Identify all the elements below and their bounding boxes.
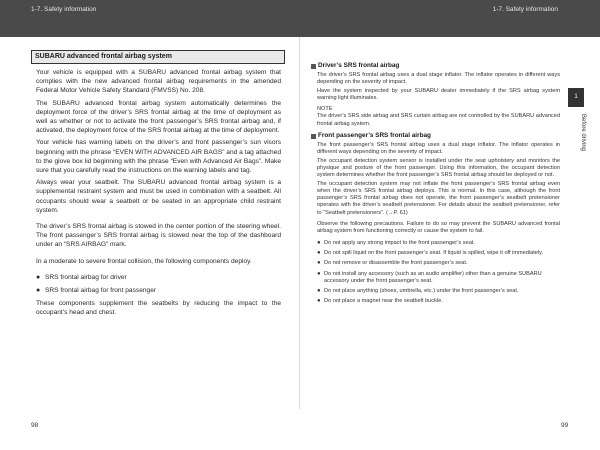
bullet-icon: ● <box>317 249 321 256</box>
paragraph: Always wear your seatbelt. The SUBARU advanced frontal airbag system is a supplemental restraint system and must be used in combination with a seatbelt. All occupants should wear a seatbelt or be seated in an appropriate child restraint system. <box>36 179 281 214</box>
list-item: ● SRS frontal airbag for front passenger <box>36 287 157 295</box>
bullet-icon: ● <box>36 287 41 295</box>
list-item: ● Do not spill liquid on the front passenger’s seat. If liquid is spilled, wipe it off immediately. <box>317 249 544 256</box>
page-number-left: 98 <box>31 422 39 429</box>
list-item: ● Do not apply any strong impact to the front passenger’s seat. <box>317 239 475 246</box>
bullet-icon: ● <box>317 270 321 277</box>
paragraph: Your vehicle has warning labels on the driver’s and front passenger’s sun visors beginning with the phrase “EVEN WITH ADVANCED AIR BAGS” and a tag attached to the glove box lid beginning with the phrase “Even with Advanced Air Bags”. Make sure that you carefully read the instructions on the warning labels and tag. <box>36 139 281 175</box>
chapter-tab-label: Before driving <box>580 114 586 152</box>
bullet-icon: ● <box>317 288 321 295</box>
square-bullet-icon <box>311 134 316 139</box>
section-box-title: SUBARU advanced frontal airbag system <box>31 50 285 64</box>
bullet-icon: ● <box>317 298 321 305</box>
paragraph: The front passenger’s SRS frontal airbag uses a dual stage inflator. The inflator operates in different ways depending on the severity of impact. <box>317 142 560 156</box>
square-bullet-icon <box>311 64 316 69</box>
list-item: ● Do not remove or disassemble the front passenger’s seat. <box>317 260 468 267</box>
paragraph: Observe the following precautions. Failure to do so may prevent the SUBARU advanced frontal airbag system from functioning correctly or cause the system to fail. <box>317 221 560 235</box>
header-left-title: 1-7. Safety information <box>31 6 97 13</box>
page-number-right: 99 <box>561 422 569 429</box>
list-item: ● Do not place a magnet near the seatbelt buckle. <box>317 298 443 305</box>
paragraph: The occupant detection system may not inflate the front passenger’s SRS frontal airbag even when the driver’s SRS frontal airbag deploys. This is normal. In this case, although the front passenger’s SRS frontal airbag does not operate, the front passenger’s seatbelt pretensioner operates with the driver’s seatbelt pretensioner. For details about the seatbelt pretensioner, refer to “Seatbelt pretensioners”. (→P. 61) <box>317 180 560 216</box>
paragraph: The occupant detection system sensor is installed under the seat upholstery and monitors the physique and posture of the front passenger. Using this information, the occupant detection system determines whether the front passenger’s SRS frontal airbag should be deployed or not. <box>317 157 560 179</box>
right-page-column <box>311 62 560 309</box>
list-item: ● SRS frontal airbag for driver <box>36 273 127 281</box>
paragraph: These components supplement the seatbelts by reducing the impact to the occupant’s head and chest. <box>36 300 281 317</box>
paragraph: The SUBARU advanced frontal airbag system automatically determines the deployment force of the driver’s SRS frontal airbag at the time of deployment as well as whether or not to activate the front passenger’s SRS frontal airbag and, if activated, the deployment force of the SRS frontal airbag at the time of deployment. <box>36 99 281 135</box>
bullet-icon: ● <box>36 273 41 281</box>
paragraph: Your vehicle is equipped with a SUBARU advanced frontal airbag system that complies with the new advanced frontal airbag requirements in the amended Federal Motor Vehicle Safety Standard (FMVSS) No. 208. <box>36 69 281 95</box>
paragraph: Have the system inspected by your SUBARU dealer immediately if the SRS airbag system warning light illuminates. <box>317 87 560 101</box>
section-heading: Driver’s SRS frontal airbag <box>311 62 560 70</box>
note-text: The driver’s SRS side airbag and SRS curtain airbag are not controlled by the SUBARU advanced frontal airbag system. <box>317 113 560 127</box>
header-right-title: 1-7. Safety information <box>492 6 558 13</box>
list-item: ● Do not place anything (shoes, umbrella, etc.) under the front passenger’s seat. <box>317 288 519 295</box>
page-divider <box>299 37 300 409</box>
paragraph: The driver’s SRS frontal airbag uses a dual stage inflator. The inflator operates in different ways depending on the severity of impact. <box>317 72 560 86</box>
left-page-column <box>31 50 285 321</box>
paragraph: In a moderate to severe frontal collision, the following components deploy. <box>36 257 252 265</box>
paragraph: The driver’s SRS frontal airbag is stowed in the center portion of the steering wheel. The front passenger’s SRS frontal airbag is stowed near the top of the dashboard under an “SRS AIRBAG” mark. <box>36 223 281 249</box>
section-heading: Front passenger’s SRS frontal airbag <box>311 132 560 140</box>
page-header <box>0 0 600 37</box>
note-label: NOTE <box>317 106 333 113</box>
chapter-tab[interactable]: 1 <box>568 88 584 107</box>
bullet-icon: ● <box>317 260 321 267</box>
bullet-icon: ● <box>317 239 321 246</box>
list-item: ● Do not install any accessory (such as an audio amplifier) other than a genuine SUBARU accessory under the front passenger’s seat. <box>317 270 542 284</box>
